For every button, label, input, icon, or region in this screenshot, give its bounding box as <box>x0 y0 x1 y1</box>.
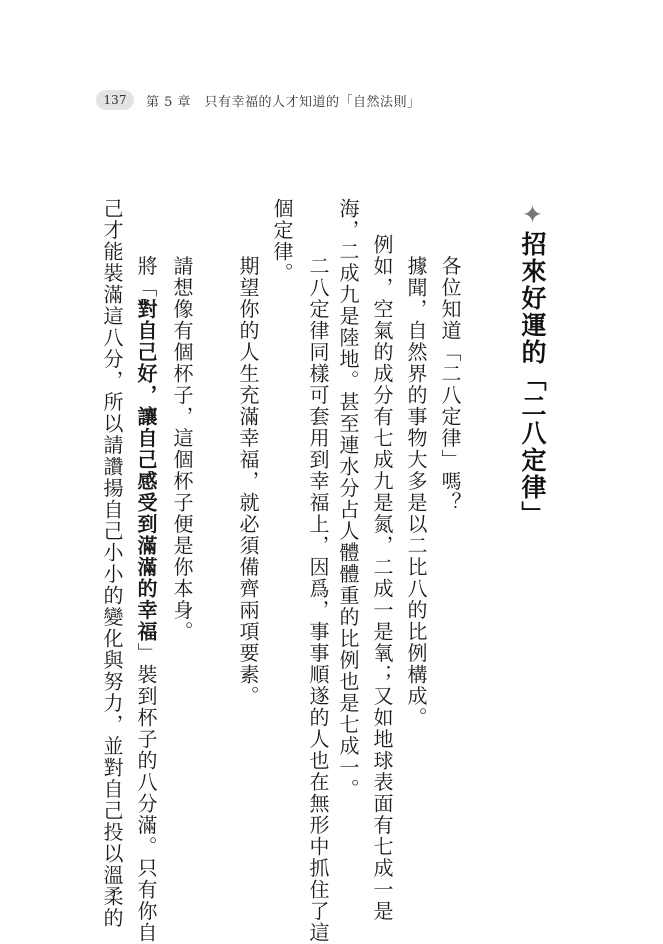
text-segment: 將「 <box>134 234 158 299</box>
section-title <box>514 200 550 528</box>
text-column: 海，二成九是陸地。甚至連水分占人體體重的比例也是七成一。 <box>336 198 360 800</box>
running-header <box>96 90 421 110</box>
section-title-text: 招來好運的「二八定律」 <box>518 231 547 528</box>
chapter-title: 第 5 章 只有幸福的人才知道的「自然法則」 <box>146 94 421 110</box>
text-segment: 」裝到杯子的八分滿。只有你自 <box>134 642 158 944</box>
text-column: 各位知道「二八定律」嗎？ <box>438 234 462 514</box>
text-column: 據聞，自然界的事物大多是以二比八的比例構成。 <box>404 234 428 729</box>
text-column: 例如，空氣的成分有七成九是氮，二成一是氧；又如地球表面有七成一是 <box>370 234 394 922</box>
text-column: 二八定律同樣可套用到幸福上，因爲，事事順遂的人也在無形中抓住了這 <box>306 234 330 944</box>
text-column: 己才能裝滿這八分，所以請讚揚自己小小的變化與努力，並對自己投以溫柔的 <box>100 198 124 929</box>
bold-phrase: 對自己好，讓自己感受到滿滿的幸福 <box>134 298 158 643</box>
page-number: 137 <box>96 90 134 110</box>
text-column: 個定律。 <box>270 198 294 284</box>
text-column: 請想像有個杯子，這個杯子便是你本身。 <box>170 234 194 643</box>
text-column: 期望你的人生充滿幸福，就必須備齊兩項要素。 <box>236 234 260 707</box>
sparkle-icon: ✦ <box>518 200 547 231</box>
text-column-emphasis <box>128 234 164 944</box>
